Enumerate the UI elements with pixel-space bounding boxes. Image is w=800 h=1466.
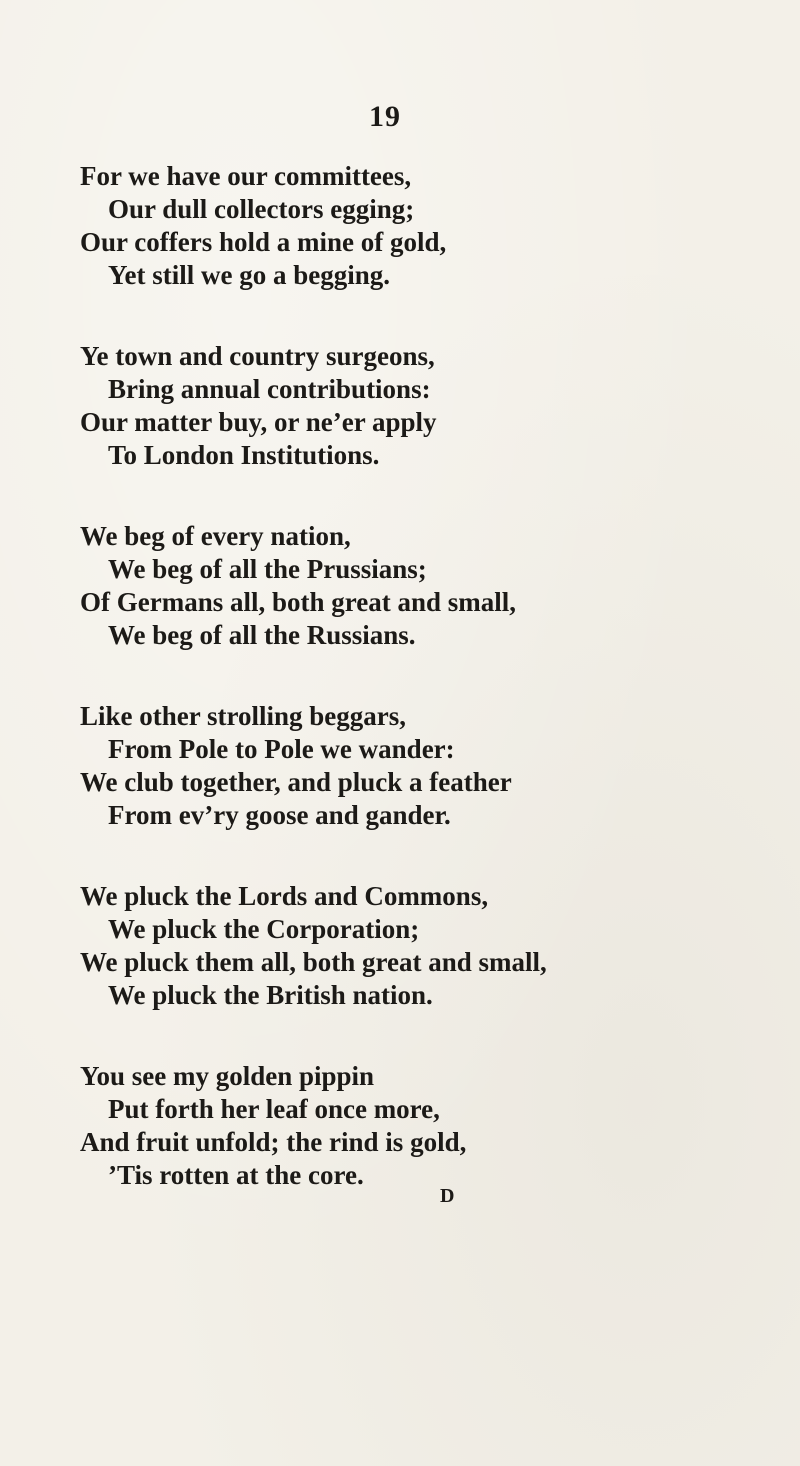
- stanza-6: [80, 1060, 770, 1192]
- poem-line: And fruit unfold; the rind is gold,: [80, 1127, 467, 1157]
- poem-line: We pluck the British nation.: [108, 980, 433, 1010]
- stanza-2: [80, 340, 770, 472]
- poem-line: From Pole to Pole we wander:: [108, 734, 455, 764]
- poem-line: We beg of every nation,: [80, 521, 351, 551]
- poem-line: Our dull collectors egging;: [108, 194, 415, 224]
- signature-mark: D: [440, 1185, 455, 1207]
- poem-line: Our coffers hold a mine of gold,: [80, 227, 447, 257]
- poem-line: Bring annual contributions:: [108, 374, 431, 404]
- stanza-3: [80, 520, 770, 652]
- poem-line: Our matter buy, or ne’er apply: [80, 407, 437, 437]
- stanza-1: [80, 160, 770, 292]
- poem-line: Like other strolling beggars,: [80, 701, 407, 731]
- poem-line: We club together, and pluck a feather: [80, 767, 512, 797]
- poem-line: For we have our committees,: [80, 161, 412, 191]
- poem-line: We pluck the Corporation;: [108, 914, 420, 944]
- poem-line: Of Germans all, both great and small,: [80, 587, 517, 617]
- poem-line: Yet still we go a begging.: [108, 260, 390, 290]
- poem-line: To London Institutions.: [108, 440, 380, 470]
- poem-line: We beg of all the Russians.: [108, 620, 416, 650]
- page-number: 19: [369, 100, 401, 133]
- poem-line: We pluck them all, both great and small,: [80, 947, 547, 977]
- stanza-5: [80, 880, 770, 1012]
- poem-line: We beg of all the Prussians;: [108, 554, 427, 584]
- poem-line: Ye town and country surgeons,: [80, 341, 435, 371]
- poem-line: You see my golden pippin: [80, 1061, 375, 1091]
- poem: [80, 160, 770, 1240]
- poem-line: ’Tis rotten at the core.: [108, 1160, 364, 1190]
- poem-line: Put forth her leaf once more,: [108, 1094, 440, 1124]
- poem-line: From ev’ry goose and gander.: [108, 800, 451, 830]
- poem-line: We pluck the Lords and Commons,: [80, 881, 489, 911]
- stanza-4: [80, 700, 770, 832]
